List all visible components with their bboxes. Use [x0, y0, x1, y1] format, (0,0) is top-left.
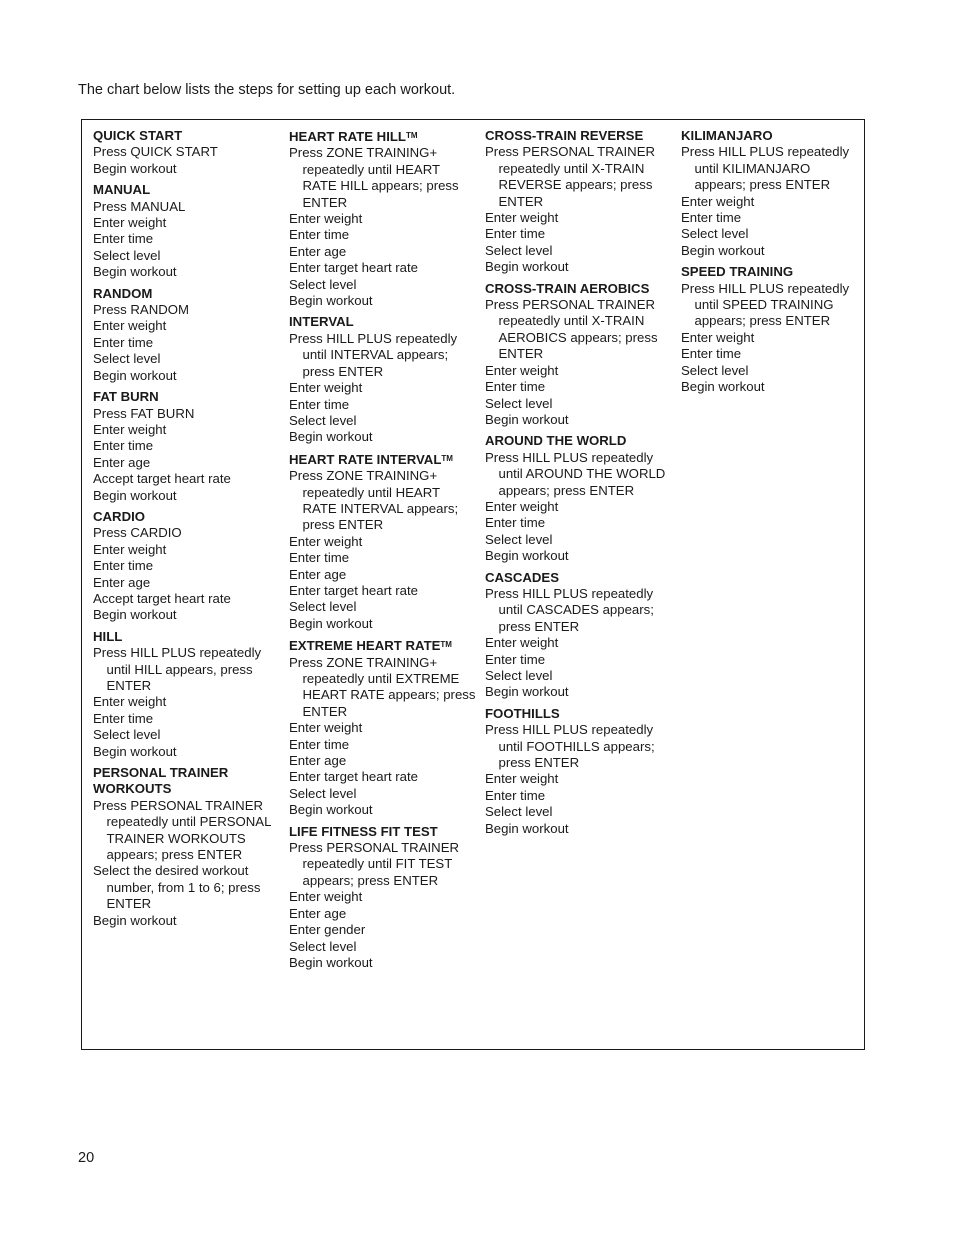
workout-title-text: CROSS-TRAIN REVERSE — [485, 128, 644, 143]
workout-step: Select level — [93, 247, 161, 263]
workout-step: Enter weight — [681, 193, 755, 209]
workout-step: Begin workout — [681, 242, 765, 258]
workout-step: Enter time — [485, 379, 546, 395]
workout-step: Select the desired workout number, from 1 to 6; press ENTER — [93, 863, 261, 912]
workout-step: Begin workout — [485, 684, 569, 700]
workout-step: Enter time — [485, 515, 546, 531]
workout-title-text: SPEED TRAINING — [681, 264, 794, 280]
workout-step: Select level — [485, 395, 553, 411]
workout-section — [485, 570, 677, 701]
workout-step: Select level — [485, 804, 553, 820]
workout-step: Enter time — [485, 787, 546, 803]
workout-step: Select level — [681, 226, 749, 242]
workout-section — [485, 706, 677, 837]
workout-section — [93, 286, 281, 384]
workout-step: Press HILL PLUS repeatedly until SPEED TRAINING appears; press ENTER — [681, 280, 850, 329]
workout-step: Enter time — [93, 438, 154, 454]
workout-title-text: CASCADES — [485, 569, 560, 585]
workout-step: Enter weight — [289, 211, 363, 227]
workout-step: Select level — [485, 242, 553, 258]
workout-step: Begin workout — [93, 912, 177, 928]
workout-section — [289, 637, 477, 818]
workout-step: Enter time — [93, 334, 154, 350]
workout-section — [681, 264, 861, 395]
workout-step: Press RANDOM — [93, 302, 189, 318]
workout-step: Begin workout — [289, 802, 373, 818]
workout-title — [289, 824, 477, 840]
workout-step: Select level — [289, 412, 357, 428]
workout-title — [93, 128, 281, 144]
workout-title-text: FAT BURN — [93, 389, 159, 405]
workout-title — [289, 637, 477, 654]
workout-section — [289, 824, 477, 972]
workout-step: Enter age — [289, 753, 347, 769]
workout-title — [93, 509, 281, 525]
workout-title-text: HEART RATE HILL — [289, 129, 406, 144]
workout-title-text: INTERVAL — [289, 314, 354, 330]
workout-section — [93, 182, 281, 280]
workout-title-text: HEART RATE INTERVAL — [289, 451, 442, 467]
workout-step: Press HILL PLUS repeatedly until AROUND THE WORLD appears; press ENTER — [485, 449, 666, 498]
workout-step: Press HILL PLUS repeatedly until FOOTHILLS appears; press ENTER — [485, 722, 655, 771]
workout-step: Enter weight — [485, 635, 559, 651]
intro-text: The chart below lists the steps for setting up each workout. — [78, 82, 456, 98]
workout-section — [93, 389, 281, 504]
workout-title-text: MANUAL — [93, 182, 151, 198]
workout-step: Press PERSONAL TRAINER repeatedly until PERSONAL TRAINER WORKOUTS appears; press ENTER — [93, 797, 271, 863]
workout-step: Enter time — [93, 558, 154, 574]
workout-step: Enter weight — [93, 421, 167, 437]
workout-step: Enter weight — [289, 889, 363, 905]
workout-title — [485, 433, 677, 449]
workout-step: Select level — [289, 276, 357, 292]
workout-step: Select level — [485, 531, 553, 547]
workout-title-text: KILIMANJARO — [681, 128, 773, 143]
workout-step: Enter age — [93, 454, 151, 470]
workout-step: Press HILL PLUS repeatedly until HILL appears, press ENTER — [93, 645, 262, 693]
workout-step: Enter weight — [485, 362, 559, 378]
workout-title — [93, 389, 281, 405]
workout-step: Enter weight — [93, 694, 167, 710]
workout-title-text: QUICK START — [93, 128, 183, 143]
workout-title-text: CARDIO — [93, 508, 146, 524]
workout-title — [93, 629, 281, 645]
workout-section — [289, 128, 477, 309]
workout-section — [93, 128, 281, 177]
workout-title — [93, 182, 281, 198]
workout-step: Enter weight — [289, 380, 363, 396]
workout-step: Begin workout — [289, 615, 373, 631]
workout-step: Begin workout — [681, 379, 765, 395]
workout-step: Enter age — [289, 566, 347, 582]
workout-title — [289, 128, 477, 145]
workout-section — [289, 451, 477, 632]
workout-step: Begin workout — [289, 293, 373, 309]
workout-step: Enter weight — [485, 771, 559, 787]
workout-setup-chart — [81, 119, 865, 1050]
workout-step: Enter gender — [289, 922, 366, 938]
workout-step: Enter weight — [485, 210, 559, 226]
workout-step: Begin workout — [485, 411, 569, 427]
workout-step: Select level — [681, 362, 749, 378]
chart-column-1 — [93, 128, 281, 934]
workout-step: Enter weight — [93, 318, 167, 334]
workout-step: Enter time — [289, 736, 350, 752]
workout-step: Press HILL PLUS repeatedly until CASCADES appears; press ENTER — [485, 585, 654, 634]
workout-step: Enter time — [93, 710, 154, 726]
workout-step: Begin workout — [93, 607, 177, 623]
workout-step: Press ZONE TRAINING+ repeatedly until HEART RATE INTERVAL appears; press ENTER — [289, 468, 459, 533]
workout-step: Press FAT BURN — [93, 405, 195, 421]
workout-title — [93, 286, 281, 302]
chart-column-2 — [289, 128, 477, 976]
workout-title-text: FOOTHILLS — [485, 705, 560, 721]
workout-step: Begin workout — [93, 487, 177, 503]
workout-step: Enter time — [289, 227, 350, 243]
workout-section — [485, 433, 677, 564]
workout-step: Enter target heart rate — [289, 769, 419, 785]
workout-title — [681, 264, 861, 280]
workout-step: Press HILL PLUS repeatedly until INTERVAL appears; press ENTER — [289, 330, 458, 379]
workout-section — [93, 509, 281, 624]
workout-step: Enter time — [289, 396, 350, 412]
workout-section — [93, 765, 281, 929]
workout-section — [681, 128, 861, 259]
workout-step: Enter target heart rate — [289, 582, 419, 598]
workout-step: Enter time — [289, 550, 350, 566]
workout-step: Press CARDIO — [93, 525, 182, 541]
workout-step: Enter weight — [289, 533, 363, 549]
workout-step: Enter weight — [485, 498, 559, 514]
workout-title-text: HILL — [93, 628, 123, 644]
workout-step: Enter time — [485, 651, 546, 667]
workout-step: Enter age — [93, 574, 151, 590]
workout-title-text: RANDOM — [93, 285, 153, 301]
workout-step: Begin workout — [485, 259, 569, 275]
chart-column-3 — [485, 128, 677, 842]
workout-section — [93, 629, 281, 760]
workout-step: Enter weight — [93, 541, 167, 557]
trademark-mark: TM — [405, 131, 418, 140]
workout-step: Begin workout — [93, 743, 177, 759]
workout-step: Enter time — [485, 226, 546, 242]
workout-step: Enter weight — [681, 329, 755, 345]
workout-step: Press HILL PLUS repeatedly until KILIMANJARO appears; press ENTER — [681, 144, 850, 193]
workout-title — [93, 765, 281, 798]
workout-step: Enter target heart rate — [289, 260, 419, 276]
workout-step: Select level — [93, 727, 161, 743]
workout-section — [289, 314, 477, 445]
page-number: 20 — [78, 1150, 95, 1166]
workout-title-text: EXTREME HEART RATE — [289, 638, 441, 654]
workout-step: Select level — [289, 938, 357, 954]
workout-step: Enter age — [289, 243, 347, 259]
workout-step: Select level — [485, 668, 553, 683]
workout-step: Accept target heart rate — [93, 471, 231, 487]
workout-step: Enter time — [93, 231, 154, 247]
workout-title — [485, 570, 677, 586]
trademark-mark: TM — [441, 453, 453, 463]
workout-section — [485, 128, 677, 276]
workout-title — [289, 314, 477, 330]
workout-step: Accept target heart rate — [93, 590, 231, 606]
workout-step: Select level — [289, 785, 357, 801]
workout-title — [485, 706, 677, 722]
workout-title-text: PERSONAL TRAINER WORKOUTS — [93, 765, 229, 797]
workout-step: Begin workout — [93, 367, 177, 383]
workout-title-text: CROSS-TRAIN AEROBICS — [485, 280, 650, 296]
workout-title-text: LIFE FITNESS FIT TEST — [289, 823, 438, 839]
workout-title — [485, 281, 677, 297]
workout-step: Enter age — [289, 905, 347, 921]
workout-step: Press PERSONAL TRAINER repeatedly until FIT TEST appears; press ENTER — [289, 840, 460, 888]
workout-step: Begin workout — [93, 160, 177, 176]
workout-step: Begin workout — [289, 954, 373, 970]
workout-step: Press PERSONAL TRAINER repeatedly until X-TRAIN REVERSE appears; press ENTER — [485, 144, 656, 209]
workout-step: Press ZONE TRAINING+ repeatedly until EXTREME HEART RATE appears; press ENTER — [289, 654, 476, 719]
workout-title — [681, 128, 861, 144]
workout-step: Press ZONE TRAINING+ repeatedly until HEART RATE HILL appears; press ENTER — [289, 145, 459, 210]
workout-step: Press QUICK START — [93, 144, 218, 160]
trademark-mark: TM — [440, 640, 452, 650]
workout-step: Select level — [289, 599, 357, 615]
chart-column-4 — [681, 128, 861, 401]
workout-step: Press MANUAL — [93, 198, 186, 214]
workout-section — [485, 281, 677, 429]
workout-step: Begin workout — [485, 548, 569, 564]
workout-title — [485, 128, 677, 144]
workout-title — [289, 451, 477, 468]
workout-title-text: AROUND THE WORLD — [485, 433, 627, 449]
workout-step: Enter time — [681, 210, 742, 226]
workout-step: Begin workout — [485, 820, 569, 836]
workout-step: Enter weight — [289, 720, 363, 736]
workout-step: Enter time — [681, 346, 742, 362]
workout-step: Select level — [93, 351, 161, 367]
workout-step: Begin workout — [289, 429, 373, 445]
workout-step: Begin workout — [93, 264, 177, 280]
workout-step: Press PERSONAL TRAINER repeatedly until X-TRAIN AEROBICS appears; press ENTER — [485, 297, 658, 362]
workout-step: Enter weight — [93, 215, 167, 231]
